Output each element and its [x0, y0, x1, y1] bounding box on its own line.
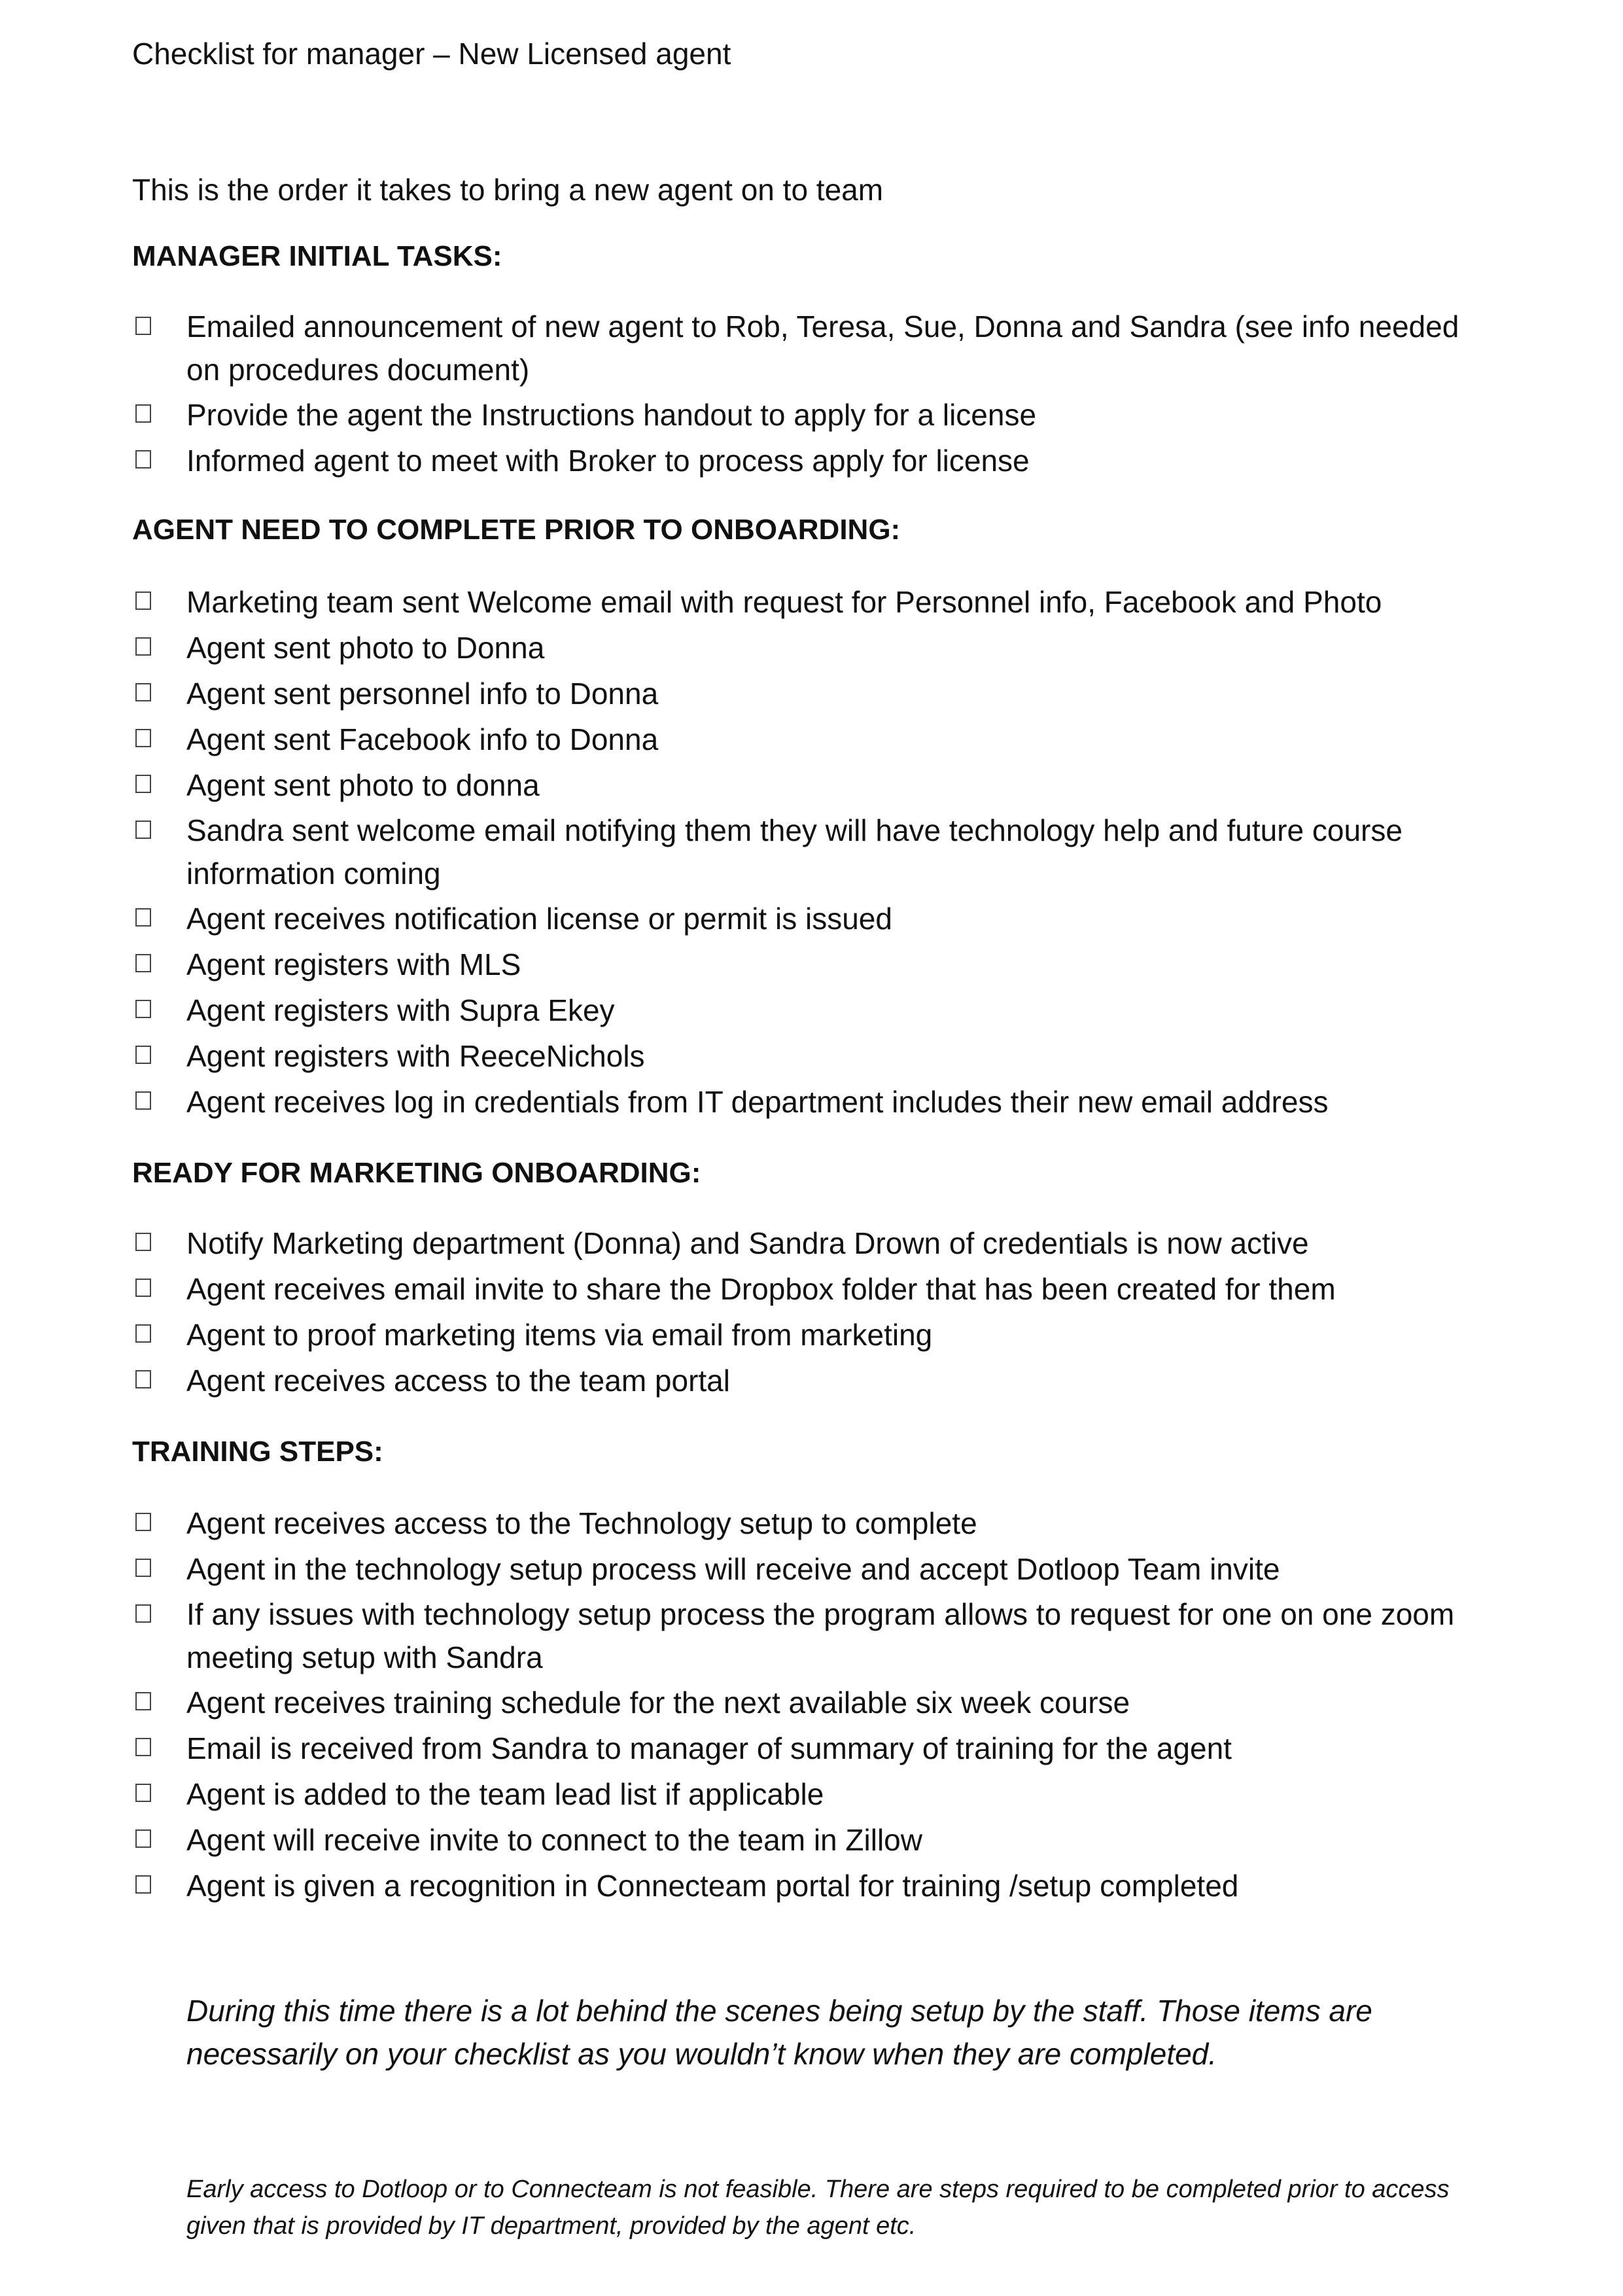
checklist-item [132, 1358, 1493, 1403]
checklist-item-label: Emailed announcement of new agent to Rob, Teresa, Sue, Donna and Sandra (see info needed on procedures document) [186, 309, 1459, 387]
checkbox[interactable] [135, 821, 151, 839]
checklist-item [132, 1818, 1493, 1862]
checklist-item [132, 809, 1493, 895]
checkbox[interactable] [135, 1279, 151, 1297]
checklist-item-label: Agent receives access to the Technology setup to complete [186, 1506, 977, 1540]
checklist-item [132, 1501, 1493, 1545]
checklist-item-label: Agent will receive invite to connect to the team in Zillow [186, 1823, 922, 1857]
checklist-item-label: Agent sent personnel info to Donna [186, 677, 659, 711]
checklist-item [132, 1547, 1493, 1591]
checklist-item-label: Agent receives notification license or permit is issued [186, 902, 892, 936]
checkbox[interactable] [135, 1738, 151, 1756]
checkbox[interactable] [135, 1091, 151, 1110]
checklist-manager-initial-tasks [132, 305, 1493, 484]
checkbox[interactable] [135, 1604, 151, 1623]
checklist-item [132, 763, 1493, 807]
checkbox[interactable] [135, 637, 151, 656]
checklist-item [132, 1863, 1493, 1908]
checklist-agent-prior-to-onboarding [132, 580, 1493, 1125]
checklist-item [132, 1726, 1493, 1771]
checklist-item [132, 671, 1493, 716]
checklist-item [132, 988, 1493, 1033]
checklist-item [132, 626, 1493, 670]
checklist-item-label: Agent in the technology setup process will receive and accept Dotloop Team invite [186, 1552, 1280, 1586]
checkbox[interactable] [135, 1875, 151, 1894]
checklist-item-label: Agent to proof marketing items via email from marketing [186, 1318, 933, 1352]
checklist-item [132, 393, 1493, 437]
checklist-item [132, 1680, 1493, 1725]
checkbox[interactable] [135, 592, 151, 610]
checklist-item [132, 1772, 1493, 1816]
checkbox[interactable] [135, 317, 151, 335]
checklist-item [132, 580, 1493, 624]
checklist-item-label: Marketing team sent Welcome email with request for Personnel info, Facebook and Photo [186, 585, 1382, 619]
checklist-item-label: Notify Marketing department (Donna) and Sandra Drown of credentials is now active [186, 1226, 1309, 1260]
checklist-item [132, 1221, 1493, 1265]
checklist-item [132, 1267, 1493, 1311]
checklist-item-label: Agent registers with ReeceNichols [186, 1039, 645, 1073]
checkbox[interactable] [135, 1000, 151, 1018]
section-heading-training-steps: TRAINING STEPS: [132, 1436, 383, 1468]
checklist-item [132, 1313, 1493, 1357]
checklist-item [132, 1034, 1493, 1078]
checkbox[interactable] [135, 1046, 151, 1064]
checklist-item-label: Agent is added to the team lead list if applicable [186, 1777, 824, 1811]
checklist-item [132, 438, 1493, 483]
checklist-item-label: Agent receives email invite to share the Dropbox folder that has been created for them [186, 1272, 1336, 1306]
early-access-note: Early access to Dotloop or to Connecteam is not feasible. There are steps required to be completed prior to access given that is provided by IT department, provided by the agent etc. [186, 2176, 1450, 2240]
checklist-item [132, 942, 1493, 987]
checklist-item-label: Agent sent photo to donna [186, 768, 540, 802]
checkbox[interactable] [135, 1513, 151, 1531]
checklist-item-label: Agent receives access to the team portal [186, 1364, 730, 1398]
section-heading-ready-for-marketing: READY FOR MARKETING ONBOARDING: [132, 1157, 701, 1189]
checklist-item [132, 1080, 1493, 1124]
section-heading-manager-initial-tasks: MANAGER INITIAL TASKS: [132, 240, 502, 272]
checkbox[interactable] [135, 729, 151, 747]
checkbox[interactable] [135, 1829, 151, 1848]
checkbox[interactable] [135, 404, 151, 423]
checklist-item [132, 1593, 1493, 1679]
checklist-item [132, 717, 1493, 762]
checkbox[interactable] [135, 1233, 151, 1251]
checklist-item-label: Email is received from Sandra to manager of summary of training for the agent [186, 1731, 1232, 1765]
page-title: Checklist for manager – New Licensed agent [132, 37, 731, 71]
checklist-item-label: Informed agent to meet with Broker to process apply for license [186, 444, 1030, 478]
checklist-item-label: Agent sent Facebook info to Donna [186, 722, 659, 756]
checkbox[interactable] [135, 775, 151, 793]
checkbox[interactable] [135, 908, 151, 927]
behind-scenes-note: During this time there is a lot behind the scenes being setup by the staff. Those items are necessarily on your checklist as you wouldn’t know when they are completed. [186, 1994, 1372, 2071]
checklist-item-label: If any issues with technology setup process the program allows to request for one on one zoom meeting setup with Sandra [186, 1597, 1455, 1674]
checklist-ready-for-marketing [132, 1221, 1493, 1404]
checkbox[interactable] [135, 1784, 151, 1802]
checklist-item-label: Provide the agent the Instructions handout to apply for a license [186, 398, 1037, 432]
checklist-item-label: Agent registers with MLS [186, 947, 521, 981]
checklist-training-steps [132, 1501, 1493, 1909]
checklist-item [132, 896, 1493, 941]
checkbox[interactable] [135, 1559, 151, 1577]
checklist-item-label: Agent receives log in credentials from IT department includes their new email address [186, 1085, 1329, 1119]
checklist-item-label: Agent receives training schedule for the next available six week course [186, 1686, 1130, 1720]
checkbox[interactable] [135, 954, 151, 972]
checkbox[interactable] [135, 1324, 151, 1343]
checklist-item-label: Sandra sent welcome email notifying them they will have technology help and future course information coming [186, 813, 1403, 891]
checkbox[interactable] [135, 450, 151, 468]
checklist-item [132, 305, 1493, 391]
intro-text: This is the order it takes to bring a new agent on to team [132, 173, 884, 207]
checklist-item-label: Agent sent photo to Donna [186, 631, 545, 665]
checkbox[interactable] [135, 1370, 151, 1388]
checklist-item-label: Agent registers with Supra Ekey [186, 993, 615, 1027]
checklist-item-label: Agent is given a recognition in Connecteam portal for training /setup completed [186, 1869, 1239, 1903]
section-heading-agent-prior-to-onboarding: AGENT NEED TO COMPLETE PRIOR TO ONBOARDING: [132, 514, 901, 546]
checkbox[interactable] [135, 1692, 151, 1710]
checkbox[interactable] [135, 683, 151, 701]
